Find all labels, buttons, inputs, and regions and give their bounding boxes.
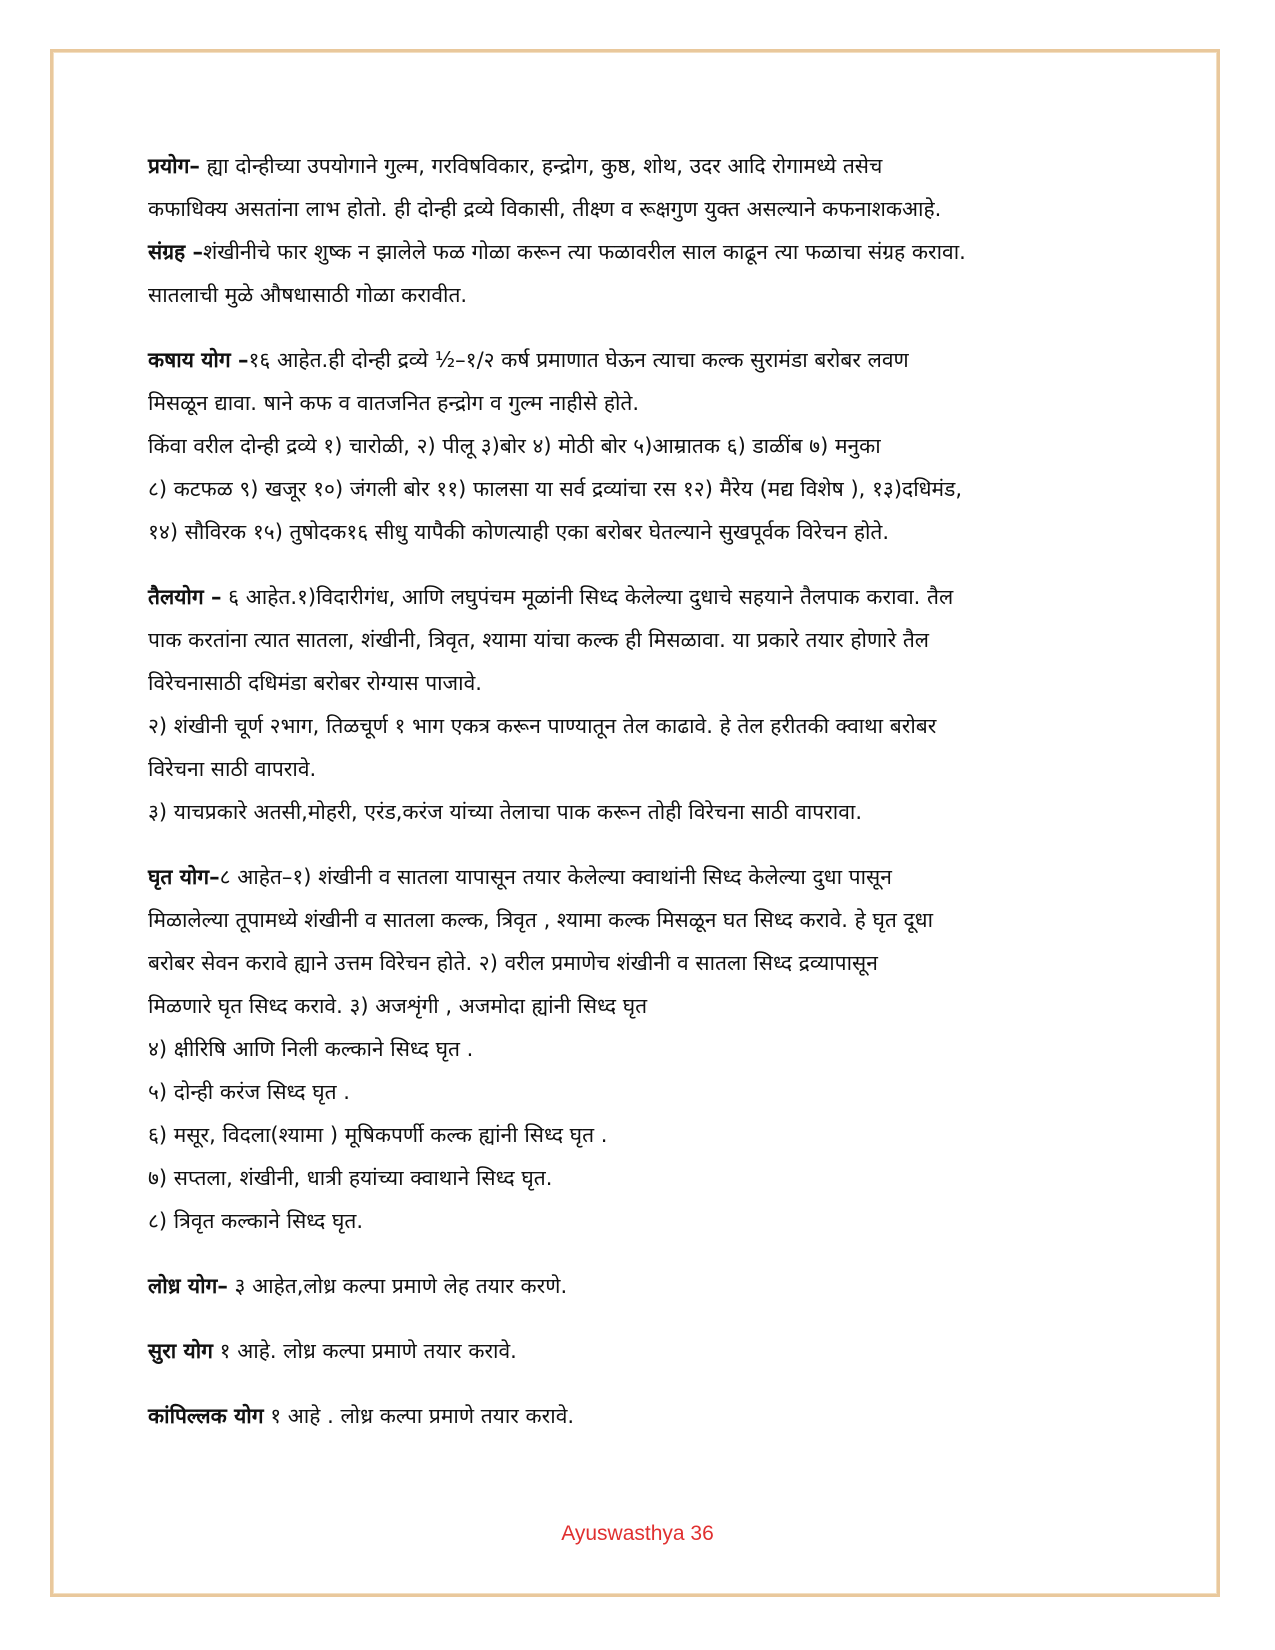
text-line: २) शंखीनी चूर्ण २भाग, तिळचूर्ण १ भाग एकत्र करून पाण्यातून तेल काढावे. हे तेल हरीतकी क्वाथा बरोबर [148,714,937,738]
spacer [148,1373,1148,1395]
paragraph-kashay-yog [148,339,1148,554]
text-line: सातलाची मुळे औषधासाठी गोळा करावीत. [148,283,468,307]
text-line: ५) दोन्ही करंज सिध्द घृत . [148,1080,350,1104]
line-text: ८ आहेत–१) शंखीनी व सातला यापासून तयार केलेल्या क्वाथांनी सिध्द केलेल्या दुधा पासून [219,865,892,889]
text-line [148,231,1148,274]
paragraph-kampillak-yog [148,1395,1148,1438]
paragraph-sura-yog [148,1330,1148,1373]
spacer [148,317,1148,339]
line-text: १ आहे. लोध्र कल्पा प्रमाणे तयार करावे. [212,1339,517,1363]
text-line [148,145,1148,188]
text-line [148,576,1148,619]
spacer [148,554,1148,576]
line-text: १६ आहेत.ही दोन्ही द्रव्ये ½–१/२ कर्ष प्रमाणात घेऊन त्याचा कल्क सुरामंडा बरोबर लवण [248,348,909,372]
section-heading: सुरा योग [148,1339,213,1363]
section-heading: कषाय योग – [148,348,249,372]
spacer [148,834,1148,856]
text-line [148,1265,1148,1308]
section-heading: तैलयोग – [148,585,222,609]
page-footer: Ayuswasthya 36 [561,1522,714,1545]
spacer [148,1308,1148,1330]
text-line [148,1330,1148,1373]
line-text: ह्या दोन्हीच्या उपयोगाने गुल्म, गरविषविकार, हन्द्रोग, कुष्ठ, शोथ, उदर आदि रोगामध्ये तसेच [199,154,883,178]
text-line: ३) याचप्रकारे अतसी,मोहरी, एरंड,करंज यांच्या तेलाचा पाक करून तोही विरेचना साठी वापरावा. [148,800,863,824]
paragraph-lodhra-yog [148,1265,1148,1308]
text-line: ७) सप्तला, शंखीनी, धात्री हयांच्या क्वाथाने सिध्द घृत. [148,1166,553,1190]
paragraph-sangrah [148,231,1148,317]
text-line: पाक करतांना त्यात सातला, शंखीनी, त्रिवृत, श्यामा यांचा कल्क ही मिसळावा. या प्रकारे तयार होणारे तैल [148,628,930,652]
paragraph-prayog [148,145,1148,231]
line-text: शंखीनीचे फार शुष्क न झालेले फळ गोळा करून त्या फळावरील साल काढून त्या फळाचा संग्रह करावा. [203,240,966,264]
section-heading: घृत योग– [148,865,220,889]
text-line: कफाधिक्य असतांना लाभ होतो. ही दोन्ही द्रव्ये विकासी, तीक्ष्ण व रूक्षगुण युक्त असल्याने कफनाशकआहे. [148,197,942,221]
section-heading: कांपिल्लक योग [148,1404,264,1428]
text-line: मिसळून द्यावा. षाने कफ व वातजनित हन्द्रोग व गुल्म नाहीसे होते. [148,391,640,415]
line-text: १ आहे . लोध्र कल्पा प्रमाणे तयार करावे. [263,1404,575,1428]
text-line [148,1395,1148,1438]
line-text: ३ आहेत,लोध्र कल्पा प्रमाणे लेह तयार करणे. [227,1274,568,1298]
text-line: १४) सौविरक १५) तुषोदक१६ सीधु यापैकी कोणत्याही एका बरोबर घेतल्याने सुखपूर्वक विरेचन होते. [148,520,890,544]
section-heading: प्रयोग– [148,154,200,178]
text-line [148,339,1148,382]
section-heading: संग्रह – [148,240,204,264]
text-line: किंवा वरील दोन्ही द्रव्ये १) चारोळी, २) पीलू ३)बोर ४) मोठी बोर ५)आम्रातक ६) डाळींब ७) मनुका [148,434,881,458]
text-line: मिळालेल्या तूपामध्ये शंखीनी व सातला कल्क, त्रिवृत , श्यामा कल्क मिसळून घत सिध्द करावे. हे घृत दूधा [148,908,934,932]
text-line: ४) क्षीरिषि आणि निली कल्काने सिध्द घृत . [148,1037,474,1061]
text-line: ८) त्रिवृत कल्काने सिध्द घृत. [148,1209,364,1233]
text-line [148,856,1148,899]
text-line: मिळणारे घृत सिध्द करावे. ३) अजशृंगी , अजमोदा ह्यांनी सिध्द घृत [148,994,648,1018]
text-line: ६) मसूर, विदला(श्यामा ) मूषिकपर्णी कल्क ह्यांनी सिध्द घृत . [148,1123,608,1147]
spacer [148,1243,1148,1265]
line-text: ६ आहेत.१)विदारीगंध, आणि लघुपंचम मूळांनी सिध्द केलेल्या दुधाचे सहयाने तैलपाक करावा. तैल [221,585,954,609]
text-line: ८) कटफळ ९) खजूर १०) जंगली बोर ११) फालसा या सर्व द्रव्यांचा रस १२) मैरेय (मद्य विशेष ), १३)दधिमंड, [148,477,963,501]
text-line: विरेचनासाठी दधिमंडा बरोबर रोग्यास पाजावे. [148,671,482,695]
section-heading: लोध्र योग– [148,1274,228,1298]
text-line: बरोबर सेवन करावे ह्याने उत्तम विरेचन होते. २) वरील प्रमाणेच शंखीनी व सातला सिध्द द्रव्यापासून [148,951,878,975]
paragraph-tailyog [148,576,1148,834]
paragraph-ghrut-yog [148,856,1148,1243]
text-line: विरेचना साठी वापरावे. [148,757,317,781]
document-body [148,145,1148,1438]
